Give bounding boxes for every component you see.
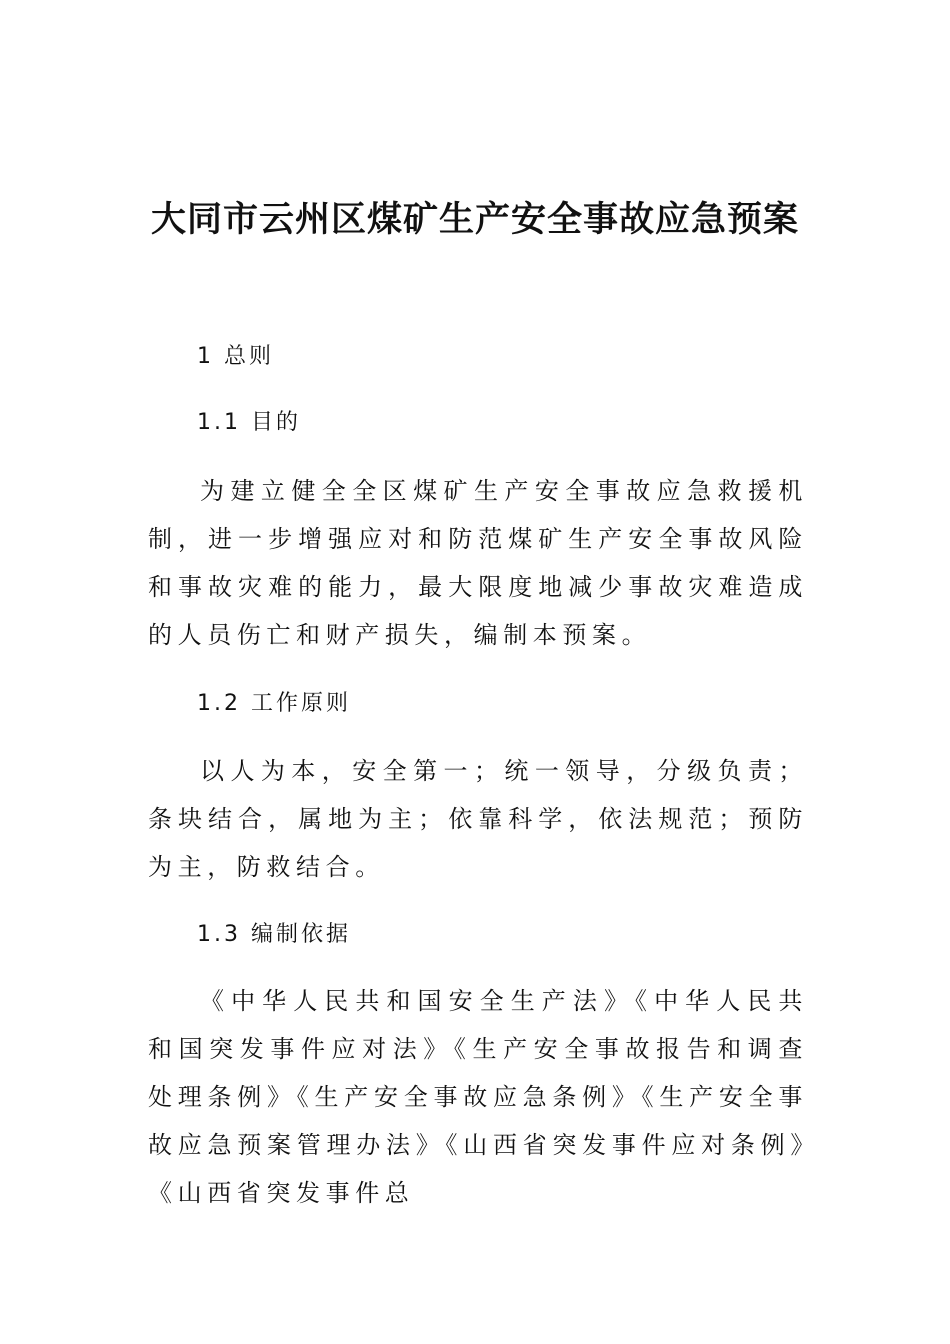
section-heading-general: 1 总则	[197, 344, 274, 369]
section-heading-purpose: 1.1 目的	[197, 410, 301, 435]
document-title: 大同市云州区煤矿生产安全事故应急预案	[150, 199, 799, 240]
paragraph-principles: 以人为本，安全第一；统一领导，分级负责；条块结合，属地为主；依靠科学，依法规范；预防为主，防救结合。	[148, 757, 808, 881]
section-heading-principles: 1.2 工作原则	[197, 691, 351, 716]
paragraph-purpose: 为建立健全全区煤矿生产安全事故应急救援机制，进一步增强应对和防范煤矿生产安全事故风险和事故灾难的能力，最大限度地减少事故灾难造成的人员伤亡和财产损失，编制本预案。	[148, 477, 808, 649]
paragraph-basis: 《中华人民共和国安全生产法》《中华人民共和国突发事件应对法》《生产安全事故报告和调查处理条例》《生产安全事故应急条例》《生产安全事故应急预案管理办法》《山西省突发事件应对条例》《山西省突发事件总	[148, 987, 808, 1207]
section-heading-basis: 1.3 编制依据	[197, 922, 351, 947]
